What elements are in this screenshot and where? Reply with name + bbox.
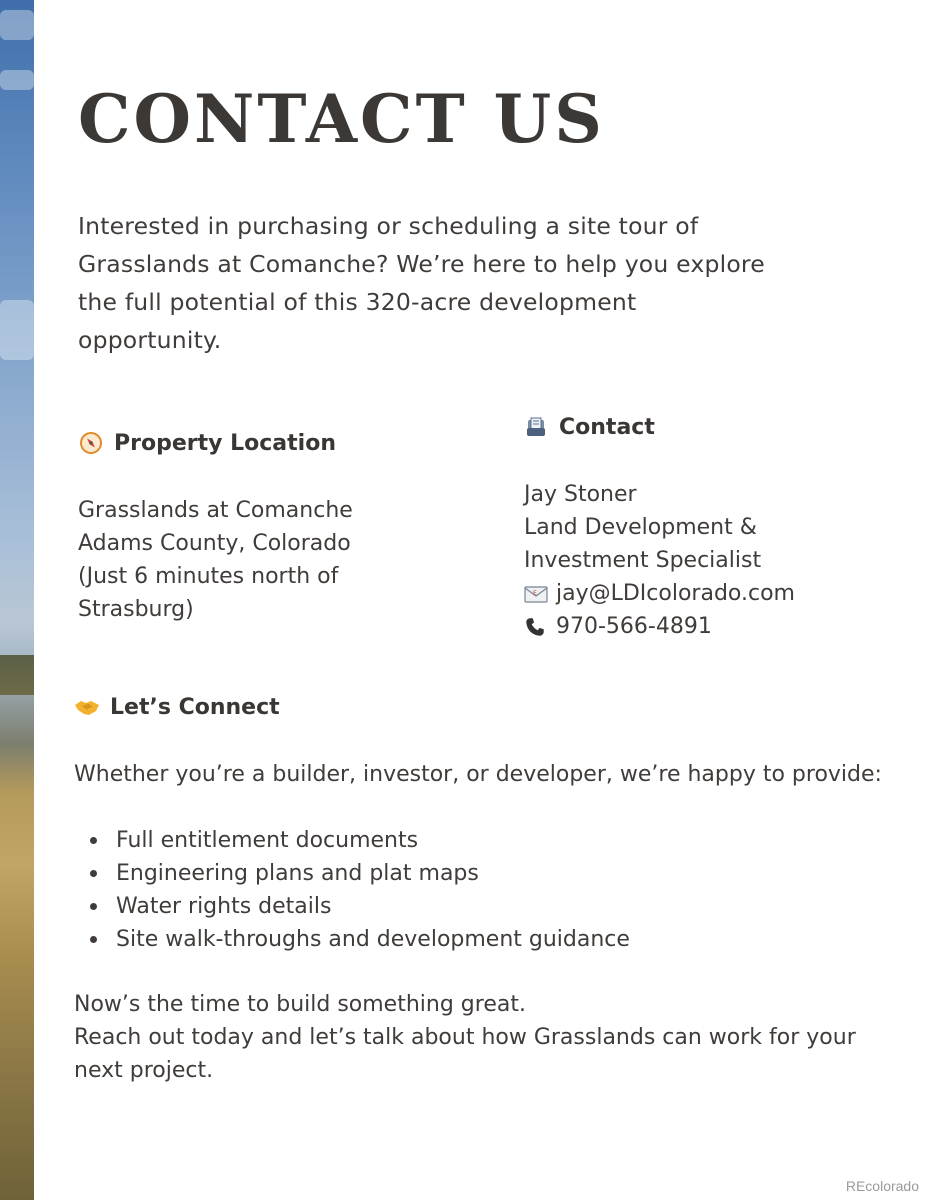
address-line: Strasburg) xyxy=(78,597,194,622)
svg-text:E: E xyxy=(533,589,537,597)
address-line: Adams County, Colorado xyxy=(78,531,351,556)
contact-label: Contact xyxy=(559,414,655,440)
property-location-label: Property Location xyxy=(114,430,336,456)
watermark: REcolorado xyxy=(845,1178,919,1194)
connect-intro: Whether you’re a builder, investor, or developer, we’re happy to provide: xyxy=(74,762,882,787)
list-item: Engineering plans and plat maps xyxy=(90,857,630,890)
contact-card-icon xyxy=(523,414,549,440)
address-line: (Just 6 minutes north of xyxy=(78,564,339,589)
contact-heading xyxy=(523,414,655,440)
lets-connect-label: Let’s Connect xyxy=(110,694,280,720)
lets-connect-heading xyxy=(74,694,280,720)
list-item: Full entitlement documents xyxy=(90,824,630,857)
phone-icon xyxy=(524,615,550,639)
property-location-address xyxy=(78,494,418,626)
side-photo-strip xyxy=(0,0,34,1200)
page-title: CONTACT US xyxy=(78,80,605,158)
contact-title-line: Investment Specialist xyxy=(524,548,762,573)
email-icon xyxy=(524,582,550,606)
closing-line: Now’s the time to build something great. xyxy=(74,992,526,1017)
list-item: Water rights details xyxy=(90,890,630,923)
compass-icon xyxy=(78,430,104,456)
contact-title-line: Land Development & xyxy=(524,515,757,540)
closing-paragraph xyxy=(74,988,884,1087)
email-row xyxy=(524,577,904,610)
property-location-heading xyxy=(78,430,336,456)
contact-details xyxy=(524,478,904,643)
contact-phone-link[interactable]: 970-566-4891 xyxy=(556,614,712,639)
offerings-list xyxy=(90,824,630,956)
handshake-icon xyxy=(74,694,100,720)
closing-line: Reach out today and let’s talk about how Grasslands can work for your next project. xyxy=(74,1025,856,1083)
contact-email-link[interactable]: jay@LDIcolorado.com xyxy=(556,581,795,606)
contact-name: Jay Stoner xyxy=(524,482,637,507)
address-line: Grasslands at Comanche xyxy=(78,498,353,523)
intro-paragraph: Interested in purchasing or scheduling a site tour of Grasslands at Comanche? We’re here to help you explore the full potential of this 320-acre development opportunity. xyxy=(78,212,765,354)
list-item: Site walk-throughs and development guidance xyxy=(90,923,630,956)
phone-row xyxy=(524,610,904,643)
